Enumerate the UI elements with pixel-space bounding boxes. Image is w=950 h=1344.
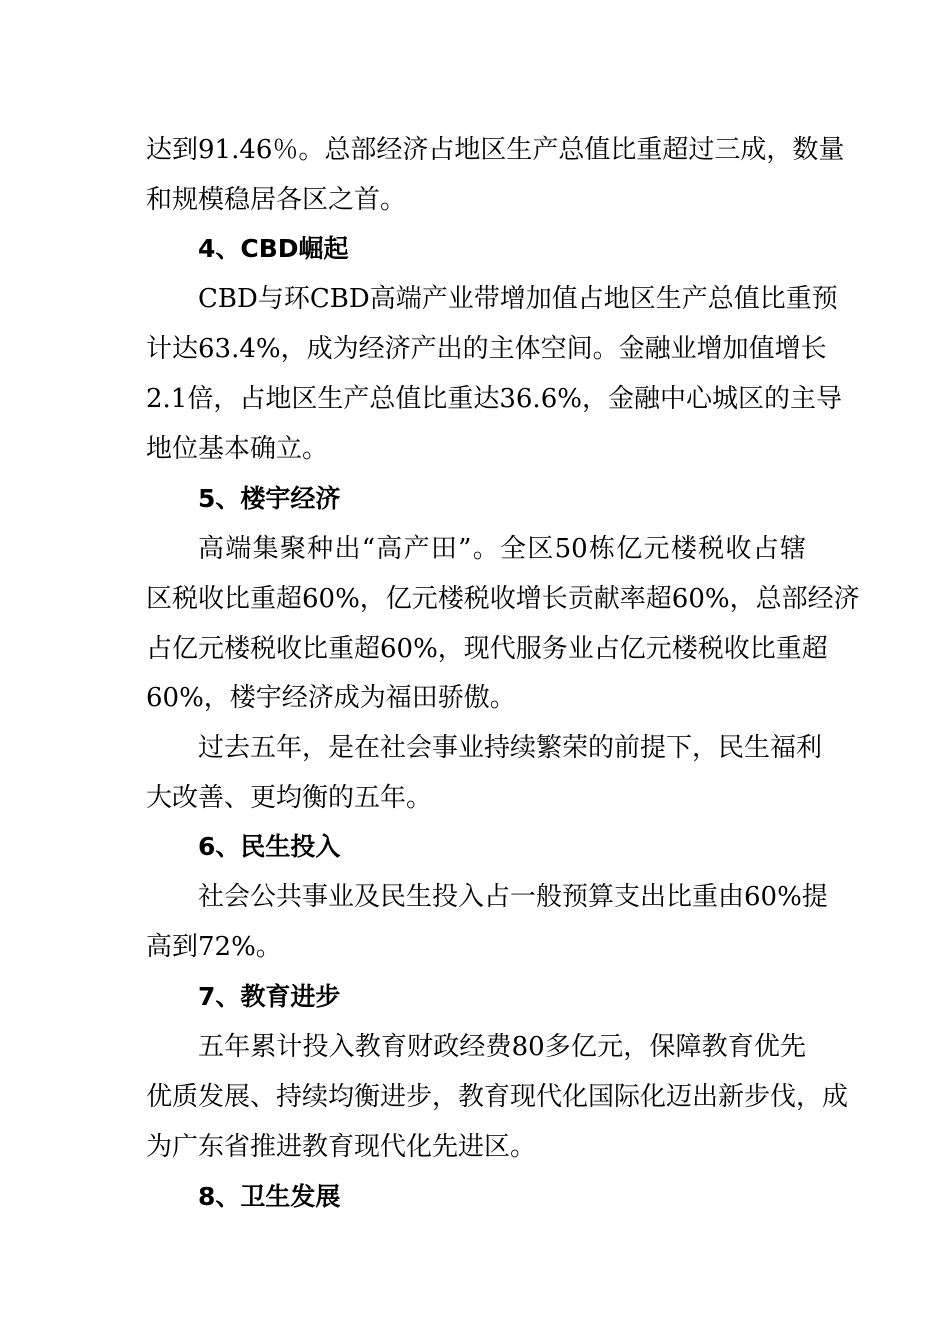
section-heading-education: 7、教育进步	[198, 982, 341, 1011]
paragraph-line: 区税收比重超60%，亿元楼税收增长贡献率超60%，总部经济	[146, 584, 860, 614]
paragraph-line: 社会公共事业及民生投入占一般预算支出比重由60%提	[198, 882, 828, 912]
section-heading-building-economy: 5、楼宇经济	[198, 484, 341, 513]
paragraph-line: 地位基本确立。	[146, 434, 329, 464]
paragraph-line: 达到91.46％。总部经济占地区生产总值比重超过三成，数量	[146, 135, 845, 165]
section-heading-cbd: 4、CBD崛起	[198, 234, 349, 263]
paragraph-line: CBD与环CBD高端产业带增加值占地区生产总值比重预	[198, 284, 838, 314]
paragraph-line: 和规模稳居各区之首。	[146, 185, 407, 215]
section-heading-health: 8、卫生发展	[198, 1182, 341, 1211]
section-heading-livelihood: 6、民生投入	[198, 832, 341, 861]
paragraph-line: 高到72%。	[146, 932, 282, 962]
paragraph-line: 60%，楼宇经济成为福田骄傲。	[146, 683, 516, 713]
paragraph-line: 过去五年，是在社会事业持续繁荣的前提下，民生福利	[198, 733, 823, 763]
paragraph-line: 占亿元楼税收比重超60%，现代服务业占亿元楼税收比重超	[146, 634, 828, 664]
paragraph-line: 大改善、更均衡的五年。	[146, 783, 433, 813]
paragraph-line: 为广东省推进教育现代化先进区。	[146, 1132, 537, 1162]
paragraph-line: 计达63.4%，成为经济产出的主体空间。金融业增加值增长	[146, 334, 827, 364]
paragraph-line: 优质发展、持续均衡进步，教育现代化国际化迈出新步伐，成	[146, 1082, 849, 1112]
paragraph-line: 高端集聚种出“高产田”。全区50栋亿元楼税收占辖	[198, 534, 806, 564]
paragraph-line: 五年累计投入教育财政经费80多亿元，保障教育优先	[198, 1032, 806, 1062]
paragraph-line: 2.1倍，占地区生产总值比重达36.6%，金融中心城区的主导	[146, 384, 842, 414]
